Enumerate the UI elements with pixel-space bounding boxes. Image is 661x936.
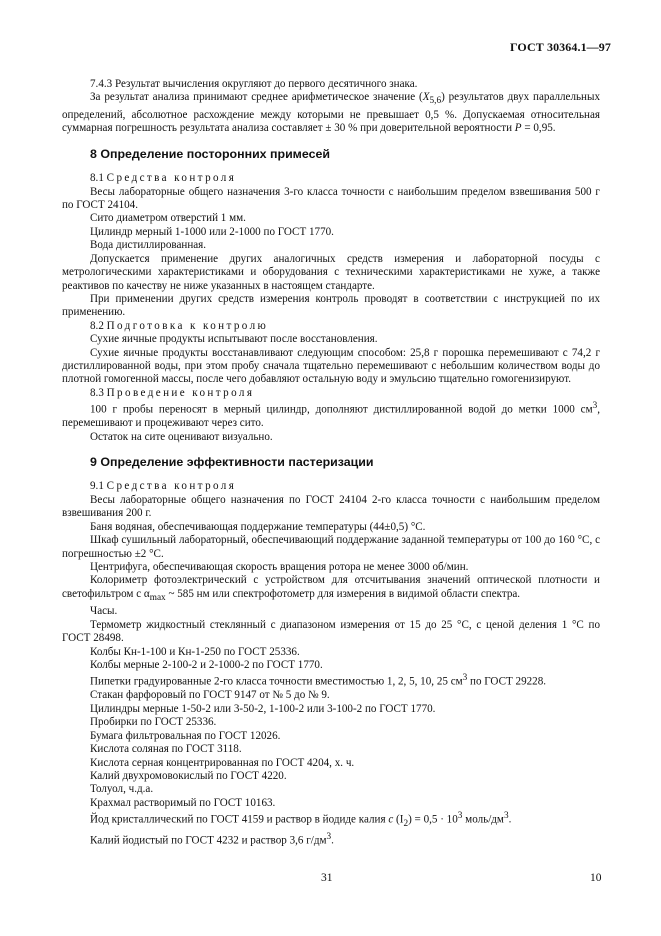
section-8-title: 8 Определение посторонних примесей <box>90 146 330 161</box>
paragraph: Сухие яичные продукты восстанавливают следующим способом: 25,8 г порошка перемешивают с 74,2 г дистиллированной воды, при этом пробу сначала тщательно перемешивают с небольшим количеством воды до плотной гомогенной массы, после чего добавляют остальную воду и эмульсию тщательно гомогенизируют. <box>62 346 600 386</box>
paragraph: Бумага фильтровальная по ГОСТ 12026. <box>90 729 281 742</box>
paragraph: Стакан фарфоровый по ГОСТ 9147 от № 5 до № 9. <box>90 689 330 702</box>
paragraph: При применении других средств измерения контроль проводят в соответствии с инструкцией по их применению. <box>62 292 600 319</box>
page-number-center: 31 <box>321 872 333 884</box>
paragraph: Кислота соляная по ГОСТ 3118. <box>90 743 242 756</box>
section-9-title: 9 Определение эффективности пастеризации <box>90 455 374 470</box>
page-number-right: 10 <box>590 872 602 884</box>
subsection-9-1-title: 9.1 Средства контроля <box>90 480 237 493</box>
paragraph: Цилиндры мерные 1-50-2 или 3-50-2, 1-100-2 или 3-100-2 по ГОСТ 1770. <box>90 702 436 715</box>
paragraph: Калий йодистый по ГОСТ 4232 и раствор 3,6 $г/дм^3$. <box>90 832 334 848</box>
paragraph: Весы лабораторные общего назначения по ГОСТ 24104 2-го класса точности с наибольшим пределом взвешивания 200 г. <box>62 493 600 520</box>
paragraph: Термометр жидкостный стеклянный с диапазоном измерения от 15 до 25 °С, с ценой деления 1 °С по ГОСТ 28498. <box>62 618 600 645</box>
paragraph: Колориметр фотоэлектрический с устройством для отсчитывания значений оптической плотности и светофильтром с $\alpha_{max}$ ~ 585 нм или спектрофотометр для измерения в видимой области спектра. <box>62 574 600 603</box>
paragraph: Толуол, ч.д.а. <box>90 783 154 796</box>
document-body <box>62 78 600 849</box>
paragraph: Цилиндр мерный 1-1000 или 2-1000 по ГОСТ 1770. <box>90 225 334 238</box>
paragraph: Сухие яичные продукты испытывают после восстановления. <box>90 333 378 346</box>
subsection-8-2-title: 8.2 Подготовка к контролю <box>90 319 269 332</box>
paragraph: Баня водяная, обеспечивающая поддержание температуры (44±0,5) °С. <box>90 520 426 533</box>
paragraph: Колбы мерные 2-100-2 и 2-1000-2 по ГОСТ 1770. <box>90 658 323 671</box>
paragraph: Йод кристаллический по ГОСТ 4159 и раствор в йодиде калия c $(I_2) = 0,5 \cdot 10^3$ моль/$дм^3$. <box>90 811 512 830</box>
paragraph-7-4-3: 7.4.3 Результат вычисления округляют до первого десятичного знака. <box>90 78 418 90</box>
paragraph: Часы. <box>90 605 118 618</box>
document-header: ГОСТ 30364.1—97 <box>510 40 611 54</box>
paragraph: Центрифуга, обеспечивающая скорость вращения ротора не менее 3000 об/мин. <box>90 560 469 573</box>
paragraph: Крахмал растворимый по ГОСТ 10163. <box>90 796 276 809</box>
paragraph: Пипетки градуированные 2-го класса точности вместимостью 1, 2, 5, 10, 25 $см^3$ по ГОСТ 29228. <box>90 673 547 689</box>
paragraph-result: За результат анализа принимают среднее арифметическое значение $(X_{5,6})$ результатов двух параллельных определений, абсолютное расхождение между которыми не превышает 0,5 %. Допускаемая относительная суммарная погрешность результата анализа составляет ± 30 % при доверительной вероятности P = 0,95. <box>62 91 600 135</box>
subsection-8-1-title: 8.1 Средства контроля <box>90 172 237 185</box>
paragraph: Шкаф сушильный лабораторный, обеспечивающий поддержание заданной температуры от 100 до 160 °С, с погрешностью ±2 °С. <box>62 534 600 560</box>
paragraph: Сито диаметром отверстий 1 мм. <box>90 212 246 225</box>
paragraph: Колбы Кн-1-100 и Кн-1-250 по ГОСТ 25336. <box>90 645 300 658</box>
paragraph: Весы лабораторные общего назначения 3-го класса точности с наибольшим пределом взвешивания 500 г по ГОСТ 24104. <box>62 185 600 212</box>
paragraph: Калий двухромовокислый по ГОСТ 4220. <box>90 769 287 782</box>
paragraph: Вода дистиллированная. <box>90 239 207 252</box>
subsection-8-3-title: 8.3 Проведение контроля <box>90 386 255 399</box>
paragraph: 100 г пробы переносят в мерный цилиндр, дополняют дистиллированной водой до метки 1000 $см^3$, перемешивают и процеживают через сито. <box>62 401 600 430</box>
paragraph: Допускается применение других аналогичных средств измерения и лабораторной посуды с метрологическими характеристиками и оборудования с техническими характеристиками не хуже, а также реактивов по качеству не ниже указанных в настоящем стандарте. <box>62 252 600 292</box>
paragraph: Кислота серная концентрированная по ГОСТ 4204, х. ч. <box>90 756 355 769</box>
paragraph: Пробирки по ГОСТ 25336. <box>90 716 217 729</box>
paragraph: Остаток на сите оценивают визуально. <box>90 430 273 443</box>
